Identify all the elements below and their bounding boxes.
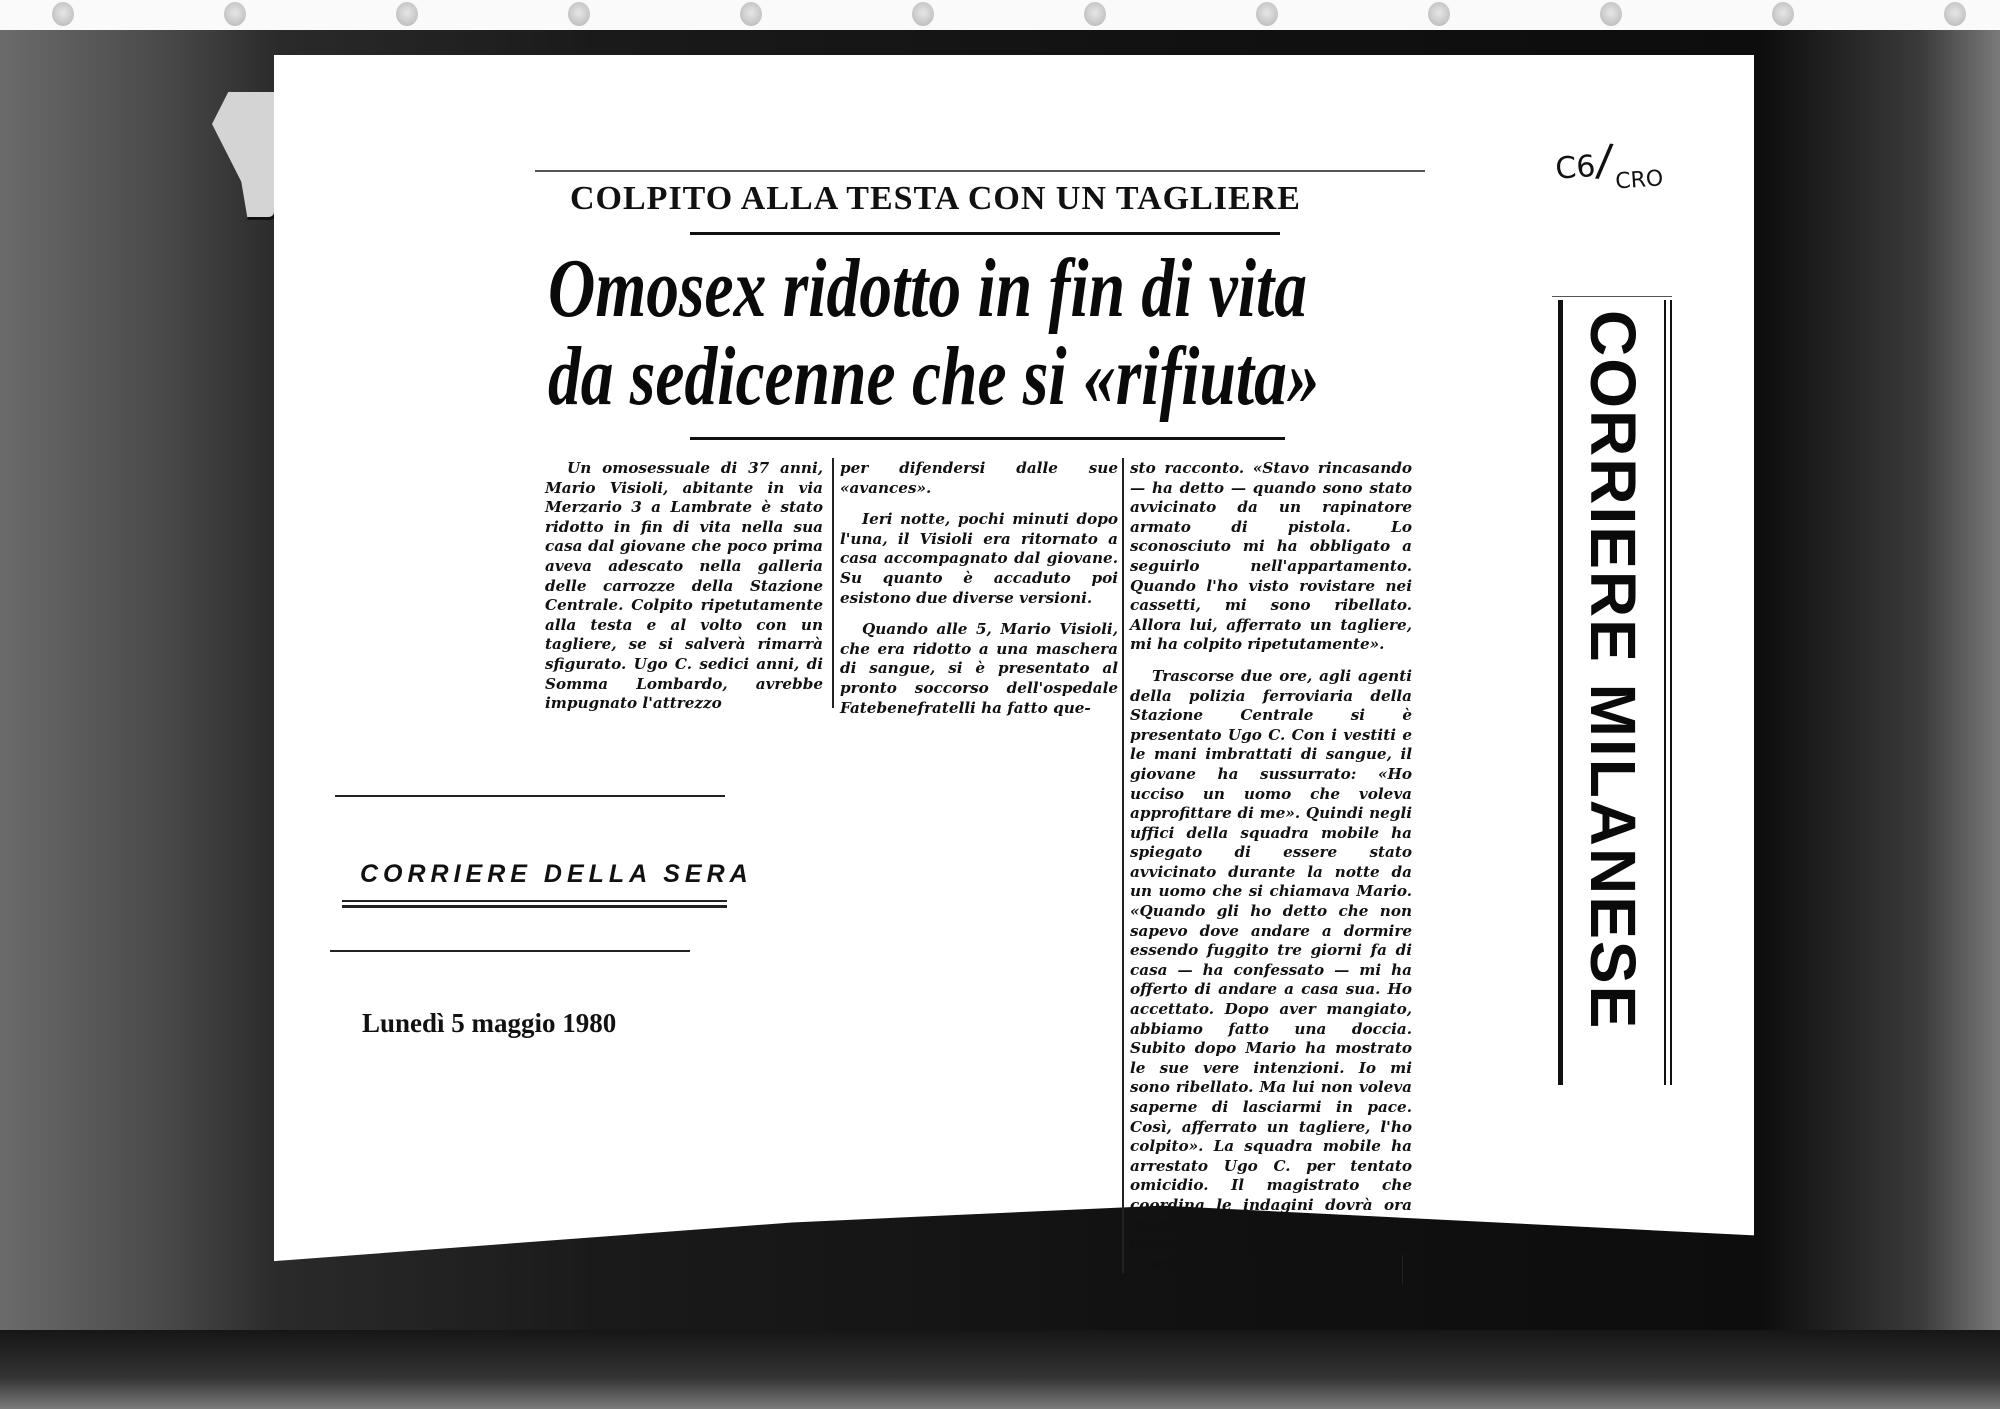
binder-strip — [0, 0, 2000, 30]
section-rule-left — [1558, 300, 1563, 1085]
headline-line-2: da sedicenne che si «rifiuta» — [548, 330, 1320, 423]
binder-hole-icon — [1084, 2, 1106, 26]
headline-line-1: Omosex ridotto in fin di vita — [548, 242, 1307, 335]
binder-hole-icon — [52, 2, 74, 26]
article-column-3 — [1130, 459, 1412, 1274]
binder-hole-icon — [740, 2, 762, 26]
paragraph: Ieri notte, pochi minuti dopo l'una, il Visioli era ritornato a casa accompagnato dal giovane. Su quanto è accaduto poi esistono due diverse versioni. — [840, 510, 1118, 607]
binder-hole-icon — [1256, 2, 1278, 26]
column-divider — [832, 458, 834, 708]
section-rule-right — [1670, 300, 1672, 1085]
paragraph: Quando alle 5, Mario Visioli, che era ridotto a una maschera di sangue, si è presentato al pronto soccorso dell'ospedale Fatebenefratelli ha fatto que- — [840, 620, 1118, 717]
binder-hole-icon — [396, 2, 418, 26]
column-divider — [1122, 458, 1124, 1273]
annotation-main: C6 — [1554, 148, 1597, 187]
binder-hole-icon — [1600, 2, 1622, 26]
section-label: CORRIERE MILANESE — [1577, 310, 1649, 1031]
annotation-sub: CRO — [1614, 166, 1665, 195]
section-rule-right — [1664, 300, 1666, 1085]
masthead-double-rule — [342, 905, 727, 908]
article-column-2 — [840, 459, 1118, 718]
headline-underline — [690, 437, 1285, 440]
handwritten-annotation — [1553, 131, 1665, 195]
paragraph: sto racconto. «Stavo rincasando — ha detto — quando sono stato avvicinato da un rapinatore armato di pistola. Lo sconosciuto mi ha obbligato a seguirlo nell'appartamento. Quando l'ho visto rovistare nei cassetti, mi sono ribellato. Allora lui, afferrato un tagliere, mi ha colpito ripetutamente». — [1130, 459, 1412, 654]
binder-hole-icon — [1772, 2, 1794, 26]
paragraph: Trascorse due ore, agli agenti della polizia ferroviaria della Stazione Centrale si è presentato Ugo C. Con i vestiti e le mani imbrattati di sangue, il giovane ha sussurrato: «Ho ucciso un uomo che voleva approfittare di me». Quindi negli uffici della squadra mobile ha spiegato di essere stato avvicinato durante la notte da un uomo che si chiamava Mario. «Quando gli ho detto che non sapevo dove andare a dormire essendo fuggito tre giorni fa di casa — ha confessato — mi ha offerto di andare a casa sua. Ho accettato. Dopo aver mangiato, abbiamo fatto una doccia. Subito dopo Mario ha mostrato le sue vere intenzioni. Io mi sono ribellato. Ma lui non voleva saperne di lasciarmi in pace. Così, afferrato un tagliere, l'ho colpito». La squadra mobile ha arrestato Ugo C. per tentato omicidio. Il magistrato che coordina le indagini dovrà ora stabilire se la versione dei fatti fornita dal giovane corrisponde a verità. — [1130, 666, 1412, 1273]
kicker-underline — [690, 232, 1280, 235]
binder-hole-icon — [1428, 2, 1450, 26]
binder-hole-icon — [568, 2, 590, 26]
paragraph: per difendersi dalle sue «avances». — [840, 459, 1118, 497]
binder-hole-icon — [224, 2, 246, 26]
paragraph: Un omosessuale di 37 anni, Mario Visioli, abitante in via Merzario 3 a Lambrate è stato ridotto in fin di vita nella sua casa dal giovane che poco prima aveva adescato nella galleria delle carrozze della Stazione Centrale. Colpito ripetutamente alla testa e al volto con un tagliere, se si salverà rimarrà sfigurato. Ugo C. sedici anni, di Somma Lombardo, avrebbe impugnato l'attrezzo — [545, 459, 823, 713]
column-border-right — [1402, 1255, 1403, 1285]
masthead-top-rule — [335, 795, 725, 797]
binder-hole-icon — [912, 2, 934, 26]
scanner-background-bottom — [0, 1330, 2000, 1409]
masthead-double-rule — [342, 900, 727, 902]
binder-hole-icon — [1944, 2, 1966, 26]
date-top-rule — [330, 950, 690, 952]
article-column-1 — [545, 459, 823, 714]
article-kicker: COLPITO ALLA TESTA CON UN TAGLIERE — [570, 180, 1301, 217]
newspaper-masthead: CORRIERE DELLA SERA — [360, 860, 753, 888]
publication-date: Lunedì 5 maggio 1980 — [362, 1008, 617, 1038]
slash-mark: / — [1594, 134, 1615, 187]
article-headline — [548, 242, 1320, 423]
